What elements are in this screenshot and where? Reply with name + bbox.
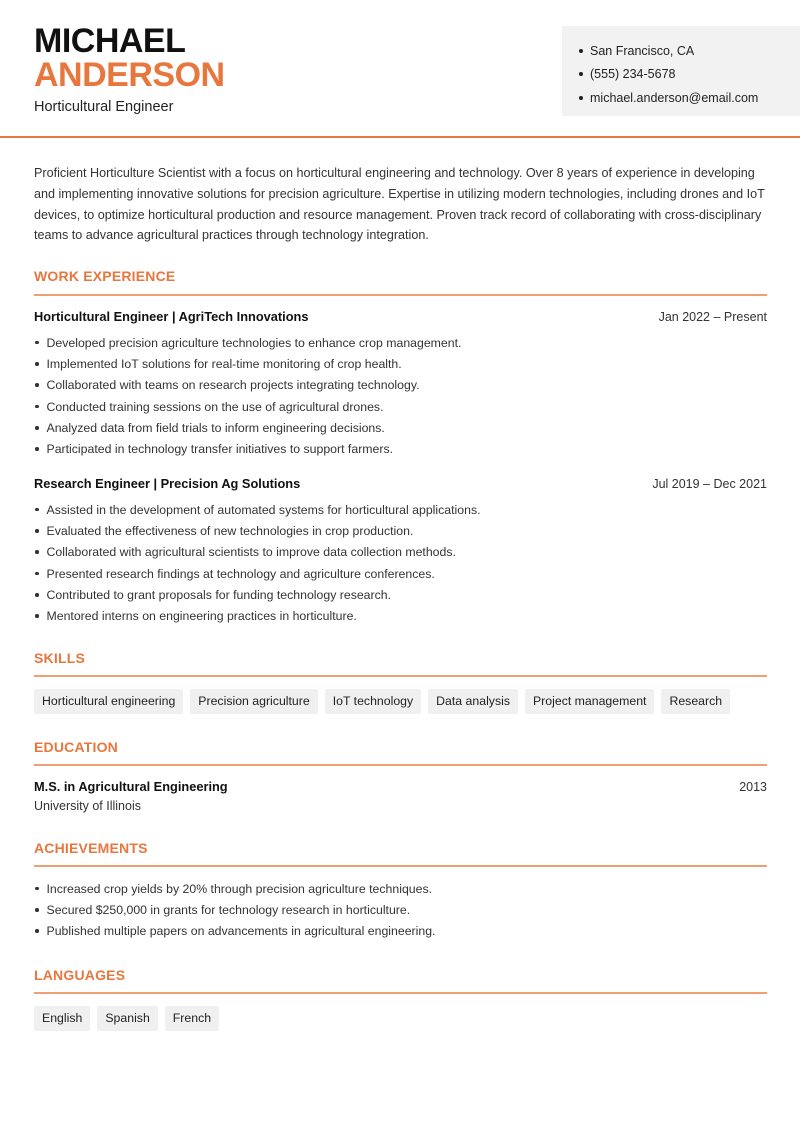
list-item: Contributed to grant proposals for funding technology research. [34,584,767,605]
list-item: Analyzed data from field trials to inform engineering decisions. [34,417,767,438]
skill-tag: Horticultural engineering [34,689,183,714]
education-school: University of Illinois [34,799,141,813]
job-header [34,309,767,324]
contact-email-text: michael.anderson@email.com [590,90,759,105]
bullet-icon [35,908,39,912]
skills-tags [34,689,730,714]
contact-location [579,39,800,63]
job-role: Horticultural Engineer | AgriTech Innovations [34,309,309,324]
list-item: Collaborated with teams on research projects integrating technology. [34,375,767,396]
achievements-list [34,878,767,942]
bullet-icon [35,529,39,533]
resume-header [0,0,800,138]
contact-phone [579,63,800,87]
job-role: Research Engineer | Precision Ag Solutions [34,476,301,491]
bullet-icon [35,593,39,597]
bullet-icon [579,72,583,76]
list-item: Mentored interns on engineering practices in horticulture. [34,605,767,626]
job-title: Horticultural Engineer [34,99,174,115]
bullet-icon [35,550,39,554]
section-divider [34,675,767,677]
contact-box [562,26,800,116]
section-title-languages: LANGUAGES [34,967,126,983]
professional-summary: Proficient Horticulture Scientist with a focus on horticultural engineering and technology. Over 8 years of experience in developing and implementing innovative solutions for precision agriculture. Expertise in utilizing modern technologies, including drones and IoT devices, to optimize horticultural production and resource management. Proven track record of collaborating with cross-disciplinary teams to advance agricultural practices through technology integration. [34,166,765,243]
skill-tag: Research [661,689,730,714]
bullet-icon [579,96,583,100]
bullet-icon [35,572,39,576]
education-year: 2013 [739,780,767,794]
bullet-icon [35,508,39,512]
list-item: Assisted in the development of automated systems for horticultural applications. [34,499,767,520]
skill-tag: Precision agriculture [190,689,317,714]
language-tag: English [34,1006,90,1031]
last-name: ANDERSON [34,56,225,94]
bullet-icon [579,49,583,53]
section-divider [34,865,767,867]
first-name: MICHAEL [34,22,186,60]
education-degree: M.S. in Agricultural Engineering [34,779,228,794]
list-item: Implemented IoT solutions for real-time monitoring of crop health. [34,353,767,374]
bullet-icon [35,447,39,451]
contact-location-text: San Francisco, CA [590,43,695,58]
list-item: Evaluated the effectiveness of new technologies in crop production. [34,520,767,541]
section-title-work-experience: WORK EXPERIENCE [34,268,176,284]
job-dates: Jul 2019 – Dec 2021 [652,477,767,491]
section-title-achievements: ACHIEVEMENTS [34,840,148,856]
section-divider [34,992,767,994]
job-header [34,476,767,491]
job-dates: Jan 2022 – Present [658,310,767,324]
job-bullets [34,332,767,460]
bullet-icon [35,362,39,366]
list-item: Developed precision agriculture technologies to enhance crop management. [34,332,767,353]
bullet-icon [35,341,39,345]
list-item: Participated in technology transfer initiatives to support farmers. [34,438,767,459]
education-header [34,779,767,794]
language-tag: French [165,1006,219,1031]
list-item: Conducted training sessions on the use of agricultural drones. [34,396,767,417]
contact-email [579,86,800,110]
section-divider [34,764,767,766]
skill-tag: Project management [525,689,654,714]
list-item: Presented research findings at technology and agriculture conferences. [34,563,767,584]
language-tag: Spanish [97,1006,157,1031]
bullet-icon [35,929,39,933]
list-item: Published multiple papers on advancements in agricultural engineering. [34,921,767,942]
list-item: Secured $250,000 in grants for technology research in horticulture. [34,899,767,920]
skill-tag: IoT technology [325,689,421,714]
list-item: Increased crop yields by 20% through precision agriculture techniques. [34,878,767,899]
skill-tag: Data analysis [428,689,518,714]
list-item: Collaborated with agricultural scientists to improve data collection methods. [34,542,767,563]
bullet-icon [35,887,39,891]
section-title-skills: SKILLS [34,650,85,666]
bullet-icon [35,426,39,430]
job-bullets [34,499,767,627]
section-divider [34,294,767,296]
bullet-icon [35,405,39,409]
contact-phone-text: (555) 234-5678 [590,67,676,82]
language-tags [34,1006,219,1031]
bullet-icon [35,383,39,387]
section-title-education: EDUCATION [34,739,118,755]
bullet-icon [35,614,39,618]
